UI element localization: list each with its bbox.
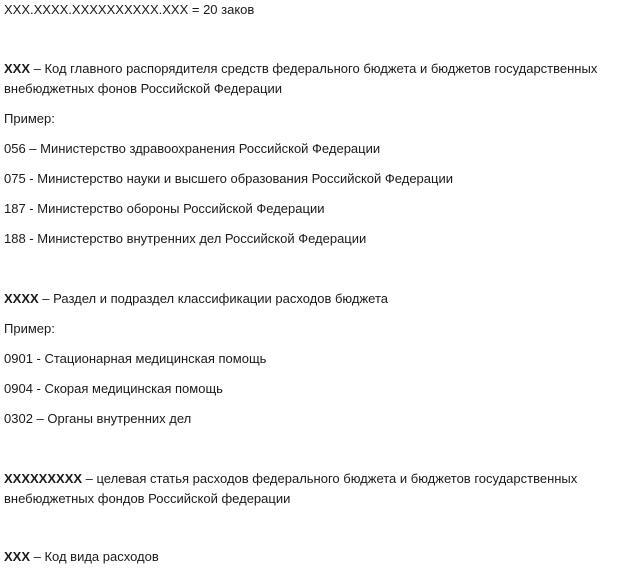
- section-1-example-label: Пример:: [4, 111, 55, 126]
- section-1-description: – Код главного распорядителя средств федерального бюджета и бюджетов государственных внебюджетных фонов Российской Федерации: [4, 61, 598, 96]
- section-2-example-item: 0904 - Скорая медицинская помощь: [4, 381, 223, 396]
- section-3-description: – целевая статья расходов федерального бюджета и бюджетов государственных внебюджетных фондов Российской федерации: [4, 471, 578, 506]
- section-2-example-item: 0901 - Стационарная медицинская помощь: [4, 351, 267, 366]
- section-1-example-item: 187 - Министерство обороны Российской Федерации: [4, 201, 325, 216]
- section-2-description: – Раздел и подраздел классификации расходов бюджета: [38, 291, 389, 306]
- section-4-description: – Код вида расходов: [30, 549, 159, 564]
- section-1-heading: [4, 59, 616, 99]
- section-4-heading: [4, 547, 616, 567]
- section-1-example-item: 188 - Министерство внутренних дел Российской Федерации: [4, 231, 367, 246]
- section-2-code: XXXX: [4, 291, 39, 306]
- format-line: XXX.XXXX.XXXXXXXXXX.XXX = 20 заков: [4, 2, 255, 17]
- section-3-heading: [4, 469, 616, 509]
- section-3-code: XXXXXXXXX: [4, 471, 83, 486]
- section-2-heading: [4, 289, 616, 309]
- section-1-example-item: 056 – Министерство здравоохранения Российской Федерации: [4, 141, 381, 156]
- section-2-example-label: Пример:: [4, 321, 55, 336]
- section-1-example-item: 075 - Министерство науки и высшего образования Российской Федерации: [4, 171, 453, 186]
- section-4-code: XXX: [4, 549, 31, 564]
- section-1-code: XXX: [4, 61, 31, 76]
- section-2-example-item: 0302 – Органы внутренних дел: [4, 411, 192, 426]
